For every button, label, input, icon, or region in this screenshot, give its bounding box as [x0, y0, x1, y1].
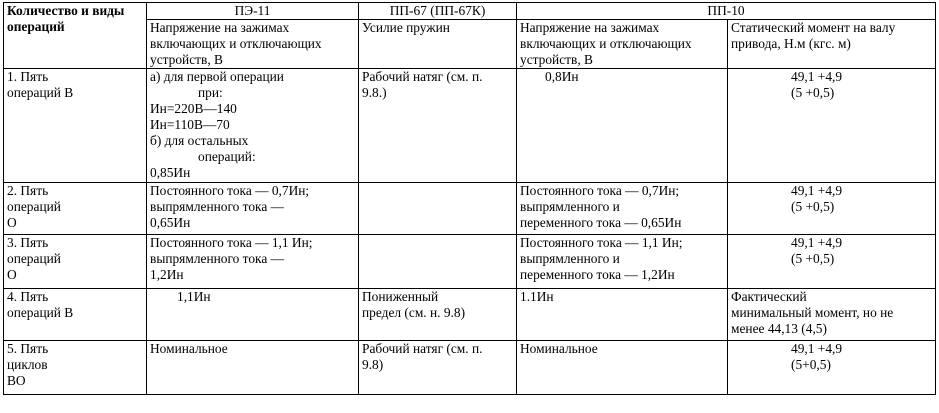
pp67-cell: [359, 289, 517, 341]
pp10-line: 1.1Ин: [520, 289, 554, 304]
pp67-cell: [359, 235, 517, 289]
pp10-voltage-cell: [517, 289, 728, 341]
op-line: 3. Пять: [7, 235, 49, 250]
header-pp67: ПП-67 (ПП-67К): [359, 3, 517, 20]
header-operations: [4, 3, 147, 69]
op-line: 5. Пять: [7, 341, 49, 356]
op-line: 2. Пять: [7, 183, 49, 198]
table-row: [4, 341, 936, 395]
header-pp67-spring: Усилие пружин: [359, 20, 517, 69]
operations-table: [3, 2, 936, 395]
pp67-cell: [359, 341, 517, 395]
moment-line: минимальный момент, но не: [731, 305, 894, 320]
op-line: циклов: [7, 357, 48, 372]
pp10-voltage-cell: [517, 183, 728, 235]
moment-cell: [728, 235, 936, 289]
pp67-line: Рабочий натяг (см. п.: [362, 341, 483, 356]
moment-line: (5+0,5): [791, 357, 831, 372]
header-pe11: ПЭ-11: [147, 3, 359, 20]
pe11-cell: [147, 69, 359, 183]
moment-line: (5 +0,5): [791, 199, 835, 214]
moment-line: 49,1 +4,9: [791, 235, 843, 250]
pe11-line: Номинальное: [150, 341, 228, 356]
moment-line: 49,1 +4,9: [791, 183, 843, 198]
table-row: [4, 289, 936, 341]
pp67-cell: [359, 69, 517, 183]
pe11-line: Постоянного тока — 0,7Ин;: [150, 183, 310, 198]
pp10-line: переменного тока — 0,65Ин: [520, 215, 682, 230]
op-cell: [4, 341, 147, 395]
moment-line: (5 +0,5): [791, 85, 835, 100]
op-cell: [4, 69, 147, 183]
pp10-line: выпрямленного и: [520, 251, 620, 266]
pp10-line: переменного тока — 1,2Ин: [520, 267, 675, 282]
pe11-line: 0,65Ин: [150, 215, 191, 230]
pe11-line: б) для остальных: [150, 133, 249, 148]
op-cell: [4, 183, 147, 235]
table-row: [4, 183, 936, 235]
pp10-line: Постоянного тока — 0,7Ин;: [520, 183, 680, 198]
pe11-line: 1,2Ин: [150, 267, 184, 282]
pp67-line: Пониженный: [362, 289, 439, 304]
moment-line: (5 +0,5): [791, 251, 835, 266]
op-line: 1. Пять: [7, 69, 49, 84]
pp10-voltage-cell: [517, 69, 728, 183]
op-cell: [4, 289, 147, 341]
moment-line: 49,1 +4,9: [791, 341, 843, 356]
pp67-line: Рабочий натяг (см. п.: [362, 69, 483, 84]
op-line: 4. Пять: [7, 289, 49, 304]
pe11-cell: [147, 235, 359, 289]
op-line: О: [7, 215, 17, 230]
header-pp10: ПП-10: [517, 3, 936, 20]
pe11-line: выпрямленного тока —: [150, 199, 285, 214]
pp10-line: выпрямленного и: [520, 199, 620, 214]
pp10-line: Постоянного тока — 1,1 Ин;: [520, 235, 683, 250]
header-operations-text: Количество и виды операций: [7, 3, 125, 34]
table-row: [4, 235, 936, 289]
pe11-cell: [147, 183, 359, 235]
pe11-line: 1,1Ин: [177, 289, 211, 304]
pp67-line: 9.8): [362, 357, 384, 372]
pp10-line: 0,8Ин: [545, 69, 579, 84]
op-line: операций: [7, 251, 61, 266]
pe11-cell: [147, 341, 359, 395]
pe11-line: при:: [198, 85, 223, 100]
pe11-line: Ин=110В—70: [150, 117, 230, 132]
pe11-line: выпрямленного тока —: [150, 251, 285, 266]
pe11-line: Ин=220В—140: [150, 101, 237, 116]
op-line: О: [7, 267, 17, 282]
header-row-1: [4, 3, 936, 20]
pp10-line: Номинальное: [520, 341, 598, 356]
pp67-line: предел (см. н. 9.8): [362, 305, 466, 320]
pe11-line: 0,85Ин: [150, 165, 191, 180]
moment-line: Фактический: [731, 289, 807, 304]
pp67-cell: [359, 183, 517, 235]
header-pe11-voltage: Напряжение на зажимах включающих и отключающих устройств, В: [147, 20, 359, 69]
moment-cell: [728, 289, 936, 341]
table-row: [4, 69, 936, 183]
moment-cell: [728, 341, 936, 395]
moment-cell: [728, 183, 936, 235]
pe11-line: Постоянного тока — 1,1 Ин;: [150, 235, 313, 250]
pp10-voltage-cell: [517, 235, 728, 289]
op-line: операций В: [7, 305, 74, 320]
pe11-cell: [147, 289, 359, 341]
pe11-line: операций:: [198, 149, 256, 164]
pe11-line: а) для первой операции: [150, 69, 284, 84]
moment-line: менее 44,13 (4,5): [731, 321, 827, 336]
header-pp10-voltage: Напряжение на зажимах включающих и отключающих устройств, В: [517, 20, 728, 69]
pp10-voltage-cell: [517, 341, 728, 395]
op-line: ВО: [7, 373, 26, 388]
op-cell: [4, 235, 147, 289]
op-line: операций В: [7, 85, 74, 100]
op-line: операций: [7, 199, 61, 214]
pp67-line: 9.8.): [362, 85, 387, 100]
header-pp10-moment: Статический момент на валу привода, Н.м (кгс. м): [728, 20, 936, 69]
moment-cell: [728, 69, 936, 183]
moment-line: 49,1 +4,9: [791, 69, 843, 84]
